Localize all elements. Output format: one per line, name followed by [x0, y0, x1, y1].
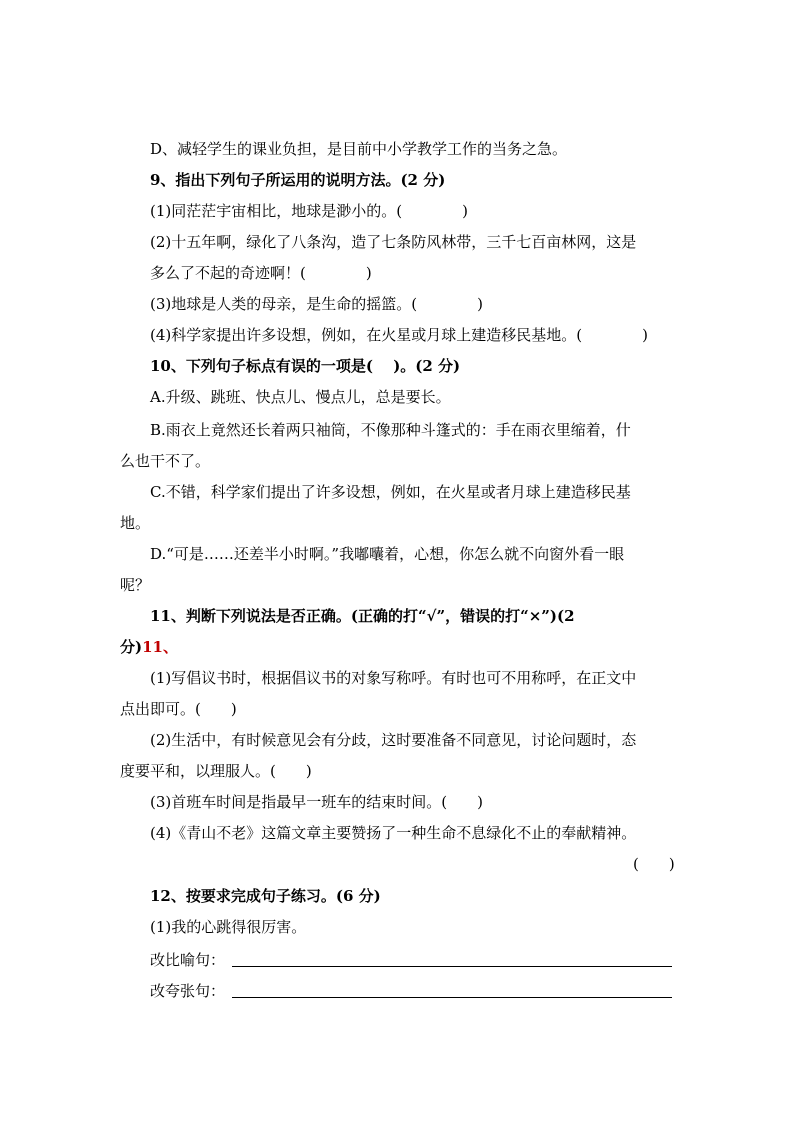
question-9-item-3: (3)地球是人类的母亲，是生命的摇篮。( ) — [150, 295, 483, 313]
question-9-item-2-line-1: (2)十五年啊，绿化了八条沟，造了七条防风林带，三千七百亩林网，这是 — [150, 233, 637, 251]
question-9-item-4: (4)科学家提出许多设想，例如，在火星或月球上建造移民基地。( ) — [150, 326, 648, 344]
option-d-text: D、减轻学生的课业负担，是目前中小学教学工作的当务之急。 — [150, 140, 568, 158]
metaphor-answer-line[interactable] — [232, 966, 672, 967]
question-12-item-1: (1)我的心跳得很厉害。 — [150, 918, 307, 936]
question-10-option-b-line-2: 么也干不了。 — [120, 452, 211, 470]
question-11-item-4-answer-paren: ( ) — [633, 855, 675, 873]
question-11-item-1-line-1: (1)写倡议书时，根据倡议书的对象写称呼。有时也可不用称呼，在正文中 — [150, 669, 637, 687]
question-10-option-b-line-1: B.雨衣上竟然还长着两只袖筒，不像那种斗篷式的：手在雨衣里缩着，什 — [150, 421, 631, 439]
hyperbole-label: 改夸张句： — [150, 982, 226, 1000]
question-11-red-marker: 11、 — [142, 638, 178, 656]
question-9-item-1: (1)同茫茫宇宙相比，地球是渺小的。( ) — [150, 202, 468, 220]
question-11-item-2-line-1: (2)生活中，有时候意见会有分歧，这时要准备不同意见，讨论问题时，态 — [150, 731, 637, 749]
question-11-title-line-2 — [120, 637, 178, 657]
question-11-item-4: (4)《青山不老》这篇文章主要赞扬了一种生命不息绿化不止的奉献精神。 — [150, 824, 637, 842]
question-10-option-a: A.升级、跳班、快点儿、慢点儿，总是要长。 — [150, 388, 451, 406]
question-11-item-1-line-2: 点出即可。( ) — [120, 700, 237, 718]
question-11-points-tail: 分) — [120, 638, 143, 656]
question-10-option-d-line-1: D.“可是……还差半小时啊。”我嘟囔着，心想，你怎么就不向窗外看一眼 — [150, 545, 625, 563]
question-10-option-c-line-1: C.不错，科学家们提出了许多设想，例如，在火星或者月球上建造移民基 — [150, 483, 631, 501]
question-10-option-c-line-2: 地。 — [120, 514, 151, 532]
question-10-option-d-line-2: 呢？ — [120, 576, 151, 594]
question-11-item-2-line-2: 度要平和，以理服人。( ) — [120, 762, 312, 780]
question-9-item-2-line-2: 多么了不起的奇迹啊！( ) — [150, 264, 372, 282]
question-10-title: 10、下列句子标点有误的一项是( )。(2 分) — [150, 357, 461, 375]
metaphor-label: 改比喻句： — [150, 951, 226, 969]
question-9-title: 9、指出下列句子所运用的说明方法。(2 分) — [150, 171, 446, 189]
hyperbole-answer-line[interactable] — [232, 997, 672, 998]
question-11-item-3: (3)首班车时间是指最早一班车的结束时间。( ) — [150, 793, 483, 811]
question-11-title-line-1: 11、判断下列说法是否正确。(正确的打“√”，错误的打“×”)(2 — [150, 607, 575, 625]
question-12-title: 12、按要求完成句子练习。(6 分) — [150, 887, 381, 905]
